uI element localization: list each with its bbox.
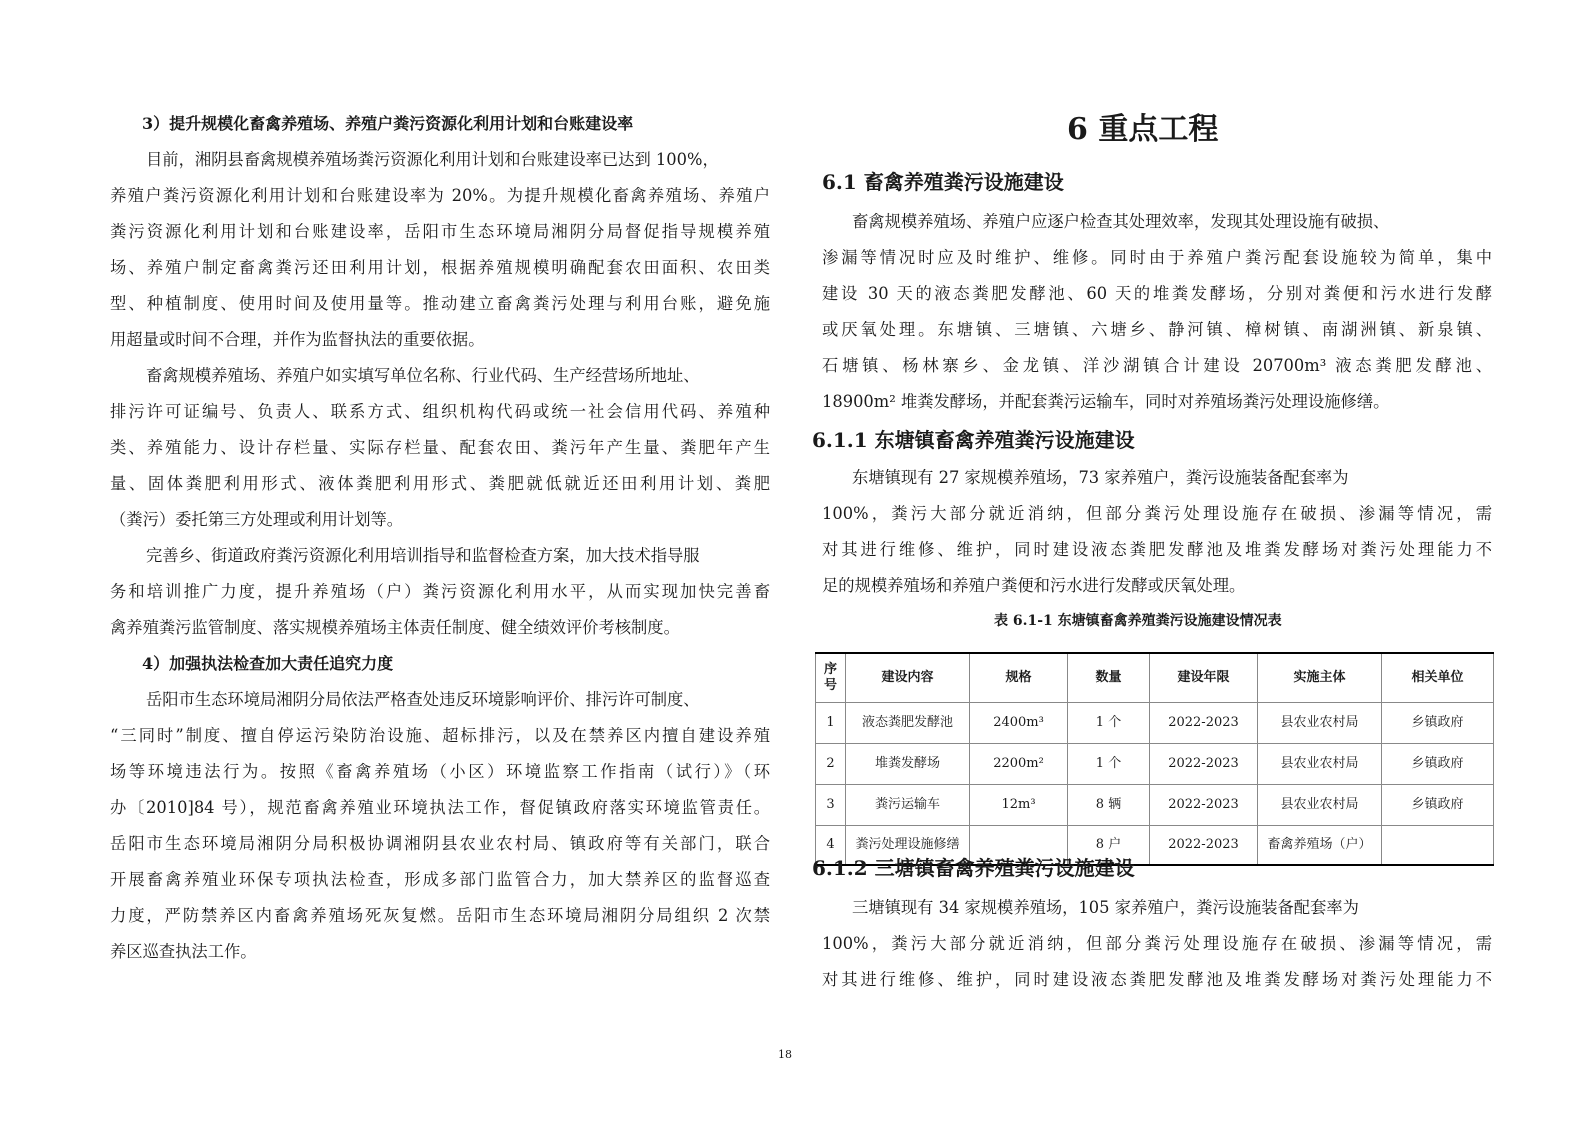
heading-4: 4）加强执法检查加大责任追究力度 bbox=[142, 654, 394, 673]
p1-line: 型、种植制度、使用时间及使用量等。推动建立畜禽粪污处理与利用台账，避免施 bbox=[110, 294, 770, 313]
heading-3: 3）提升规模化畜禽养殖场、养殖户粪污资源化利用计划和台账建设率 bbox=[142, 114, 634, 133]
p1-line: 粪污资源化利用计划和台账建设率，岳阳市生态环境局湘阴分局督促指导规模养殖 bbox=[110, 222, 770, 241]
table-cell: 4 bbox=[816, 826, 846, 866]
table-cell: 1 个 bbox=[1068, 703, 1150, 744]
table-cell: 2022-2023 bbox=[1150, 703, 1258, 744]
p1-line: 养殖户粪污资源化利用计划和台账建设率为 20%。为提升规模化畜禽养殖场、养殖户 bbox=[110, 186, 770, 205]
table-caption: 表 6.1-1 东塘镇畜禽养殖粪污设施建设情况表 bbox=[994, 613, 1282, 629]
p2-line: 量、固体粪肥利用形式、液体粪肥利用形式、粪肥就低就近还田利用计划、粪肥 bbox=[110, 474, 770, 493]
table-cell: 3 bbox=[816, 785, 846, 826]
p4-line: “三同时”制度、擅自停运污染防治设施、超标排污，以及在禁养区内擅自建设养殖 bbox=[110, 726, 770, 745]
p3-line: 完善乡、街道政府粪污资源化利用培训指导和监督检查方案，加大技术指导服 bbox=[146, 546, 700, 565]
table-cell: 县农业农村局 bbox=[1258, 703, 1382, 744]
p4-line: 养区巡查执法工作。 bbox=[110, 942, 257, 961]
p1-line: 用超量或时间不合理，并作为监督执法的重要依据。 bbox=[110, 330, 485, 349]
p61-line: 建设 30 天的液态粪肥发酵池、60 天的堆粪发酵场，分别对粪便和污水进行发酵 bbox=[822, 284, 1492, 303]
p611-line: 东塘镇现有 27 家规模养殖场，73 家养殖户，粪污设施装备配套率为 bbox=[852, 468, 1349, 487]
p3-line: 务和培训推广力度，提升养殖场（户）粪污资源化利用水平，从而实现加快完善畜 bbox=[110, 582, 770, 601]
p4-line: 场等环境违法行为。按照《畜禽养殖场（小区）环境监察工作指南（试行）》（环 bbox=[110, 762, 770, 781]
table-cell: 粪污运输车 bbox=[846, 785, 970, 826]
p612-line: 100%，粪污大部分就近消纳，但部分粪污处理设施存在破损、渗漏等情况，需 bbox=[822, 934, 1492, 953]
table-cell: 8 辆 bbox=[1068, 785, 1150, 826]
header-spec: 规格 bbox=[970, 653, 1068, 703]
table-cell: 2022-2023 bbox=[1150, 744, 1258, 785]
p1-line: 目前，湘阴县畜禽规模养殖场粪污资源化利用计划和台账建设率已达到 100%， bbox=[146, 150, 719, 169]
header-years: 建设年限 bbox=[1150, 653, 1258, 703]
table-cell: 液态粪肥发酵池 bbox=[846, 703, 970, 744]
header-content: 建设内容 bbox=[846, 653, 970, 703]
p61-line: 或厌氧处理。东塘镇、三塘镇、六塘乡、静河镇、樟树镇、南湖洲镇、新泉镇、 bbox=[822, 320, 1492, 339]
section-6-1-1-heading: 6.1.1 东塘镇畜禽养殖粪污设施建设 bbox=[812, 428, 1135, 452]
table-cell: 粪污处理设施修缮 bbox=[846, 826, 970, 866]
p4-line: 岳阳市生态环境局湘阴分局积极协调湘阴县农业农村局、镇政府等有关部门，联合 bbox=[110, 834, 770, 853]
page-number: 18 bbox=[778, 1048, 792, 1061]
table-cell bbox=[1382, 826, 1494, 866]
table-cell: 2400m³ bbox=[970, 703, 1068, 744]
table-cell: 乡镇政府 bbox=[1382, 744, 1494, 785]
table-cell: 乡镇政府 bbox=[1382, 785, 1494, 826]
facility-table bbox=[815, 652, 1494, 866]
table-cell: 乡镇政府 bbox=[1382, 703, 1494, 744]
table-cell: 2022-2023 bbox=[1150, 785, 1258, 826]
chapter-title: 6 重点工程 bbox=[1067, 112, 1219, 147]
header-related-unit: 相关单位 bbox=[1382, 653, 1494, 703]
p611-line: 100%，粪污大部分就近消纳，但部分粪污处理设施存在破损、渗漏等情况，需 bbox=[822, 504, 1492, 523]
table-cell: 1 个 bbox=[1068, 744, 1150, 785]
header-implementer: 实施主体 bbox=[1258, 653, 1382, 703]
p612-line: 三塘镇现有 34 家规模养殖场，105 家养殖户，粪污设施装备配套率为 bbox=[852, 898, 1359, 917]
p61-line: 18900m² 堆粪发酵场，并配套粪污运输车，同时对养殖场粪污处理设施修缮。 bbox=[822, 392, 1390, 411]
p4-line: 力度，严防禁养区内畜禽养殖场死灰复燃。岳阳市生态环境局湘阴分局组织 2 次禁 bbox=[110, 906, 770, 925]
table-row bbox=[816, 785, 1494, 826]
p3-line: 禽养殖粪污监管制度、落实规模养殖场主体责任制度、健全绩效评价考核制度。 bbox=[110, 618, 680, 637]
table-cell: 2022-2023 bbox=[1150, 826, 1258, 866]
table-cell: 1 bbox=[816, 703, 846, 744]
p2-line: （粪污）委托第三方处理或利用计划等。 bbox=[110, 510, 404, 529]
table-cell: 2 bbox=[816, 744, 846, 785]
p4-line: 开展畜禽养殖业环保专项执法检查，形成多部门监管合力，加大禁养区的监督巡查 bbox=[110, 870, 770, 889]
table-cell: 县农业农村局 bbox=[1258, 744, 1382, 785]
table-cell: 县农业农村局 bbox=[1258, 785, 1382, 826]
header-index: 序号 bbox=[816, 653, 846, 703]
p4-line: 办〔2010]84 号），规范畜禽养殖业环境执法工作，督促镇政府落实环境监管责任。 bbox=[110, 798, 770, 817]
table-cell: 2200m² bbox=[970, 744, 1068, 785]
p611-line: 对其进行维修、维护，同时建设液态粪肥发酵池及堆粪发酵场对粪污处理能力不 bbox=[822, 540, 1492, 559]
table-cell: 8 户 bbox=[1068, 826, 1150, 866]
table-cell: 12m³ bbox=[970, 785, 1068, 826]
p4-line: 岳阳市生态环境局湘阴分局依法严格查处违反环境影响评价、排污许可制度、 bbox=[146, 690, 700, 709]
table-row bbox=[816, 703, 1494, 744]
header-quantity: 数量 bbox=[1068, 653, 1150, 703]
table-cell: 畜禽养殖场（户） bbox=[1258, 826, 1382, 866]
section-6-1-heading: 6.1 畜禽养殖粪污设施建设 bbox=[822, 170, 1064, 194]
p61-line: 渗漏等情况时应及时维护、维修。同时由于养殖户粪污配套设施较为简单，集中 bbox=[822, 248, 1492, 267]
p61-line: 石塘镇、杨林寨乡、金龙镇、洋沙湖镇合计建设 20700m³ 液态粪肥发酵池、 bbox=[822, 356, 1492, 375]
table-cell: 堆粪发酵场 bbox=[846, 744, 970, 785]
table-row bbox=[816, 744, 1494, 785]
p612-line: 对其进行维修、维护，同时建设液态粪肥发酵池及堆粪发酵场对粪污处理能力不 bbox=[822, 970, 1492, 989]
section-6-1-2-heading: 6.1.2 三塘镇畜禽养殖粪污设施建设 bbox=[812, 856, 1135, 880]
p61-line: 畜禽规模养殖场、养殖户应逐户检查其处理效率，发现其处理设施有破损、 bbox=[852, 212, 1390, 231]
p2-line: 类、养殖能力、设计存栏量、实际存栏量、配套农田、粪污年产生量、粪肥年产生 bbox=[110, 438, 770, 457]
p2-line: 畜禽规模养殖场、养殖户如实填写单位名称、行业代码、生产经营场所地址、 bbox=[146, 366, 700, 385]
p2-line: 排污许可证编号、负责人、联系方式、组织机构代码或统一社会信用代码、养殖种 bbox=[110, 402, 770, 421]
table-header-row bbox=[816, 653, 1494, 703]
p611-line: 足的规模养殖场和养殖户粪便和污水进行发酵或厌氧处理。 bbox=[822, 576, 1246, 595]
p1-line: 场、养殖户制定畜禽粪污还田利用计划，根据养殖规模明确配套农田面积、农田类 bbox=[110, 258, 770, 277]
